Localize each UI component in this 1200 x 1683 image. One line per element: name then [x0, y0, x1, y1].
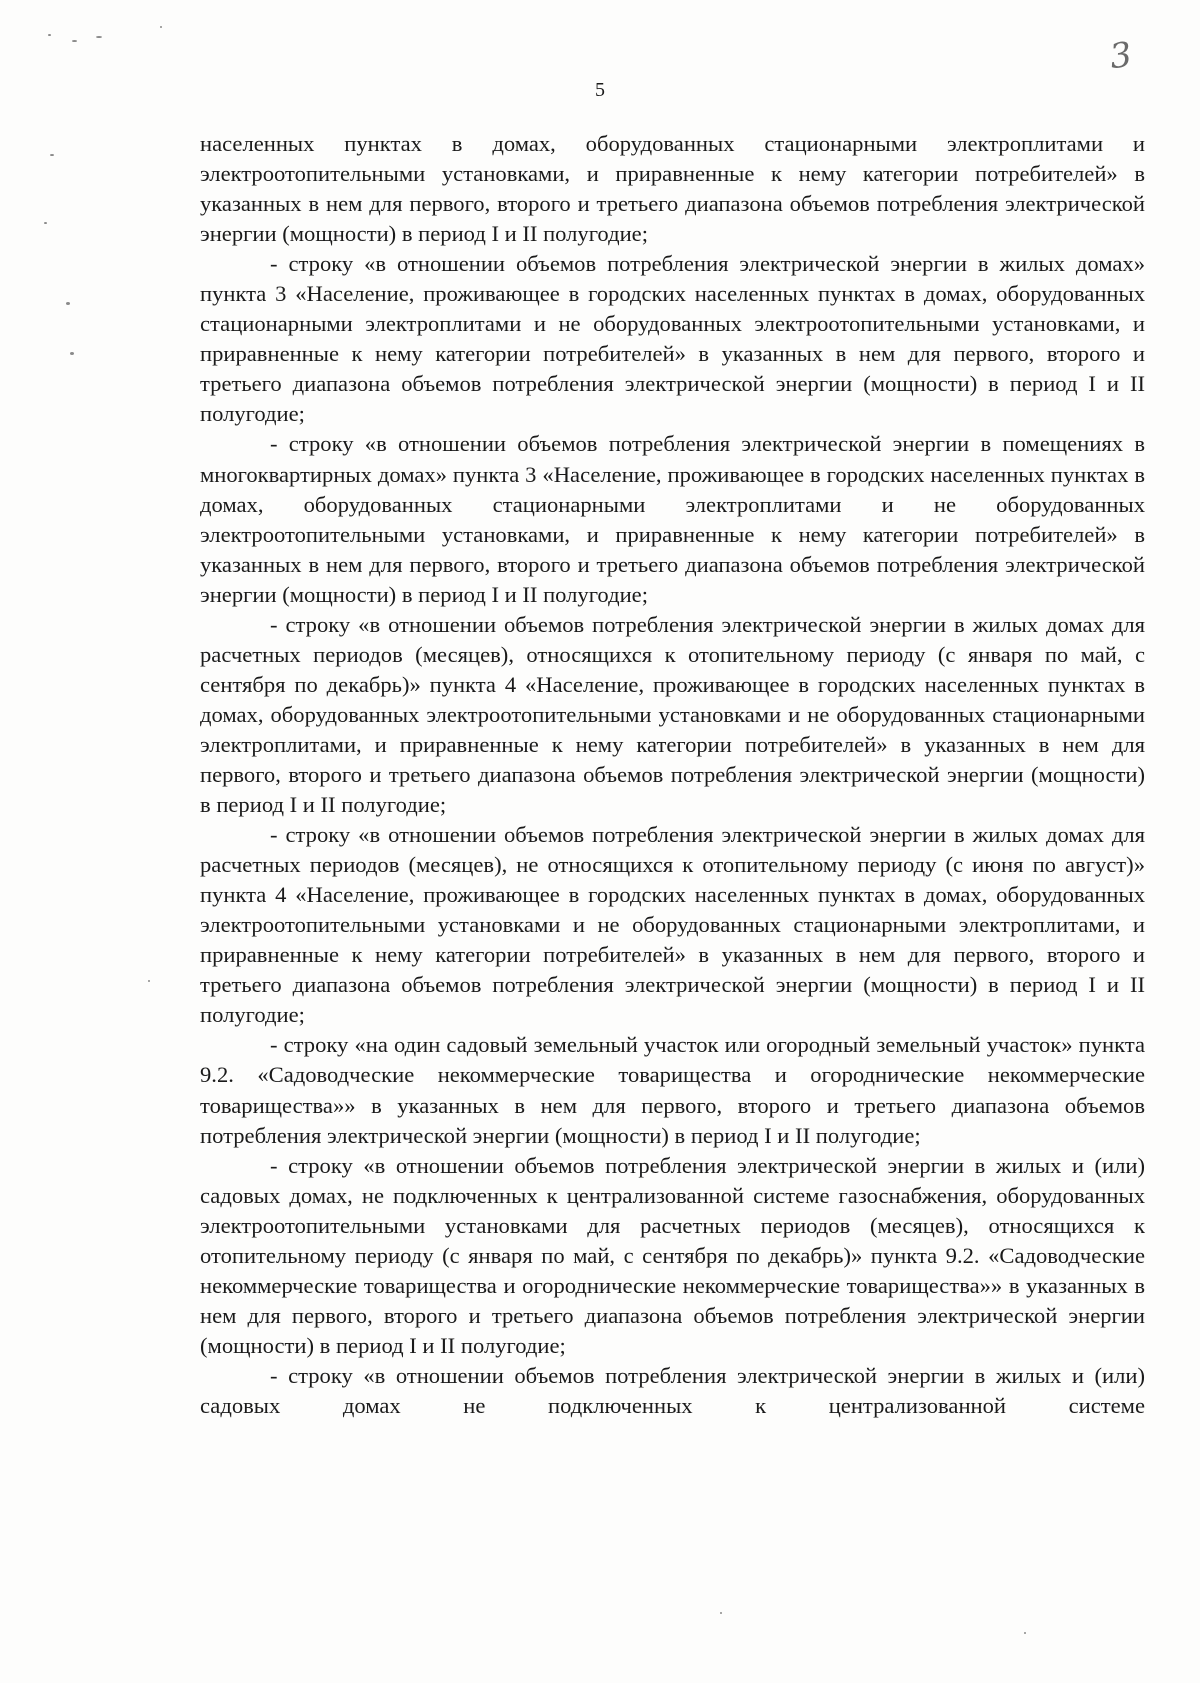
- scan-speck: [720, 1612, 722, 1614]
- scan-speck: [148, 980, 150, 982]
- scan-speck: [96, 36, 102, 38]
- page-number: 5: [595, 79, 605, 101]
- paragraph: - строку «в отношении объемов потребления электрической энергии в жилых домах для расчетных периодов (месяцев), не относящихся к отопительному периоду (с июня по август)» пункта 4 «Население, проживающее в городских населенных пунктах в домах, оборудованных электроотопительными установками и не оборудованных стационарными электроплитами, и приравненные к нему категории потребителей» в указанных в нем для первого, второго и третьего диапазона объемов потребления электрической энергии (мощности) в период I и II полугодие;: [200, 822, 1145, 1028]
- scan-speck: [72, 40, 77, 42]
- scan-speck: [48, 34, 51, 36]
- paragraph: - строку «в отношении объемов потребления электрической энергии в жилых и (или) садовых домах не подключенных к централизованной системе: [200, 1362, 1145, 1418]
- handwritten-sheet-number: 3: [1107, 34, 1135, 78]
- scan-speck: [70, 352, 74, 355]
- paragraph: - строку «на один садовый земельный участок или огородный земельный участок» пункта 9.2. «Садоводческие некоммерческие товарищества и огороднические некоммерческие товарищества»» в указанных в нем для первого, второго и третьего диапазона объемов потребления электрической энергии (мощности) в период I и II полугодие;: [200, 1032, 1145, 1148]
- paragraph: населенных пунктах в домах, оборудованных стационарными электроплитами и электроотопительными установками, и приравненные к нему категории потребителей» в указанных в нем для первого, второго и третьего диапазона объемов потребления электрической энергии (мощности) в период I и II полугодие;: [200, 131, 1145, 247]
- scan-speck: [160, 26, 162, 28]
- paragraph: - строку «в отношении объемов потребления электрической энергии в жилых домах» пункта 3 «Население, проживающее в городских населенных пунктах в домах, оборудованных стационарными электроплитами и не оборудованных электроотопительными установками, и приравненные к нему категории потребителей» в указанных в нем для первого, второго и третьего диапазона объемов потребления электрической энергии (мощности) в период I и II полугодие;: [200, 251, 1145, 427]
- scan-speck: [50, 154, 54, 156]
- document-body: [200, 129, 1145, 1421]
- paragraph: - строку «в отношении объемов потребления электрической энергии в помещениях в многоквартирных домах» пункта 3 «Население, проживающее в городских населенных пунктах в домах, оборудованных стационарными электроплитами и не оборудованных электроотопительными установками, и приравненные к нему категории потребителей» в указанных в нем для первого, второго и третьего диапазона объемов потребления электрической энергии (мощности) в период I и II полугодие;: [200, 431, 1145, 607]
- paragraph: - строку «в отношении объемов потребления электрической энергии в жилых и (или) садовых домах, не подключенных к централизованной системе газоснабжения, оборудованных электроотопительными установками для расчетных периодов (месяцев), относящихся к отопительному периоду (с января по май, с сентября по декабрь)» пункта 9.2. «Садоводческие некоммерческие товарищества и огороднические некоммерческие товарищества»» в указанных в нем для первого, второго и третьего диапазона объемов потребления электрической энергии (мощности) в период I и II полугодие;: [200, 1152, 1145, 1358]
- scan-speck: [1024, 1632, 1026, 1634]
- scan-speck: [66, 302, 70, 305]
- scan-speck: [44, 222, 47, 224]
- paragraph: - строку «в отношении объемов потребления электрической энергии в жилых домах для расчетных периодов (месяцев), относящихся к отопительному периоду (с января по май, с сентября по декабрь)» пункта 4 «Население, проживающее в городских населенных пунктах в домах, оборудованных электроотопительными установками и не оборудованных стационарными электроплитами, и приравненные к нему категории потребителей» в указанных в нем для первого, второго и третьего диапазона объемов потребления электрической энергии (мощности) в период I и II полугодие;: [200, 611, 1145, 818]
